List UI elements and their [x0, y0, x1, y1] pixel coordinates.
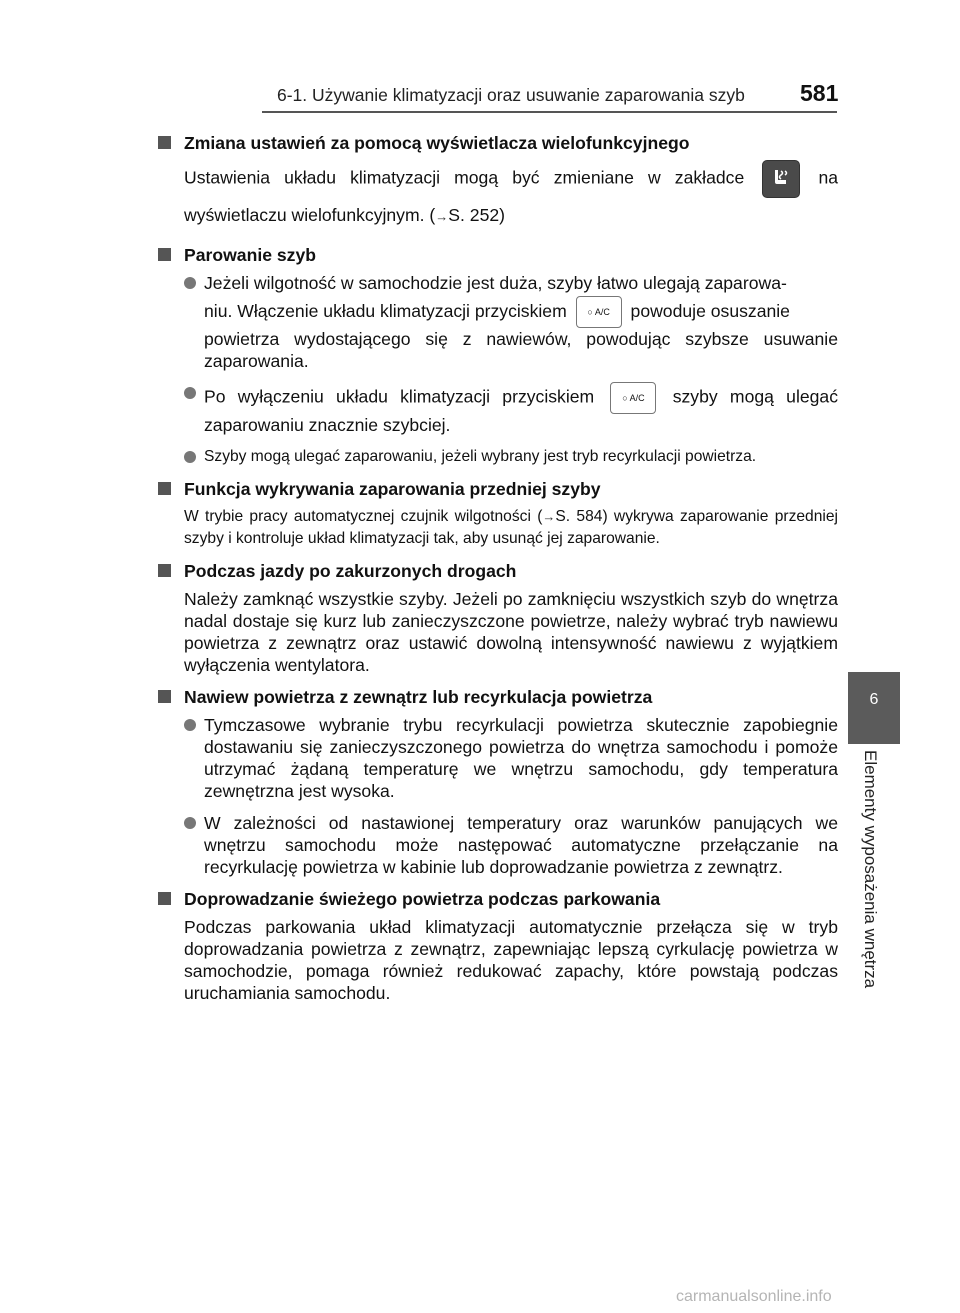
bullet-item: Po wyłączeniu układu klimatyzacji przyciskiem ○ A/C szyby mogą ulegać zaparowaniu znacznie szybciej.: [158, 382, 838, 436]
page-header: [0, 0, 960, 112]
bullet-item: Jeżeli wilgotność w samochodzie jest duża, szyby łatwo ulegają zaparowa- niu. Włączenie układu klimatyzacji przyciskiem ○ A/C powoduje osuszanie powietrza wydostającego się z nawiewów, powodując szybsze usuwanie zaparowania.: [158, 272, 838, 372]
section-heading: Zmiana ustawień za pomocą wyświetlacza wielofunkcyjnego: [158, 132, 838, 154]
square-bullet-icon: [158, 892, 171, 905]
chapter-number: 6: [869, 691, 879, 708]
paragraph: Podczas parkowania układ klimatyzacji automatycznie przełącza się w tryb doprowadzania powietrza z zewnątrz, zapewniając lepszą cyrkulację powietrza w samochodzie, pomaga również redukować zapachy, które powstają podczas uruchamiania samochodu.: [184, 917, 838, 1004]
square-bullet-icon: [158, 564, 171, 577]
bullet-item: Szyby mogą ulegać zaparowaniu, jeżeli wybrany jest tryb recyrkulacji powietrza.: [158, 446, 838, 468]
paragraph: W trybie pracy automatycznej czujnik wilgotności (→S. 584) wykrywa zaparowanie przedniej szyby i kontroluje układ klimatyzacji tak, aby usunąć jej zaparowanie.: [184, 508, 838, 548]
footer-watermark: carmanualsonline.info: [676, 1288, 832, 1305]
round-bullet-icon: [184, 387, 196, 399]
paragraph: Należy zamknąć wszystkie szyby. Jeżeli po zamknięciu wszystkich szyb do wnętrza nadal dostaje się kurz lub zanieczyszczone powietrze, należy wybrać tryb nawiewu powietrza z zewnątrz oraz ustawić dowolną intensywność nawiewu z wyjątkiem wyłączenia wentylatora.: [184, 589, 838, 676]
ac-button-icon: ○ A/C: [610, 382, 656, 414]
chapter-label: [861, 748, 894, 1068]
round-bullet-icon: [184, 277, 196, 289]
paragraph: Ustawienia układu klimatyzacji mogą być zmieniane w zakładce na wyświetlaczu wielofunkcyjnym. (→S. 252): [158, 160, 838, 234]
section-heading: Nawiew powietrza z zewnątrz lub recyrkulacja powietrza: [158, 686, 838, 708]
arrow-icon: →: [435, 209, 449, 224]
page-number: 581: [800, 80, 839, 106]
arrow-icon: →: [542, 509, 556, 525]
climate-settings-icon: [762, 160, 800, 198]
round-bullet-icon: [184, 817, 196, 829]
header-divider: [262, 111, 837, 113]
section-heading: Podczas jazdy po zakurzonych drogach: [158, 560, 838, 582]
chapter-tab: [848, 672, 900, 744]
bullet-item: Tymczasowe wybranie trybu recyrkulacji powietrza skutecznie zapobiegnie dostawaniu się zanieczyszczonego powietrza do wnętrza samochodu i pomoże utrzymać żądaną temperaturę we wnętrzu samochodu, gdy temperatura zewnętrzna jest wysoka.: [158, 714, 838, 802]
bullet-item: W zależności od nastawionej temperatury oraz warunków panujących we wnętrzu samochodu może następować automatyczne przełączanie na recyrkulację powietrza w kabinie lub doprowadzanie powietrza z zewnątrz.: [158, 812, 838, 878]
page-content: [158, 126, 838, 1014]
chapter-label-text: Elementy wyposażenia wnętrza: [861, 750, 880, 989]
round-bullet-icon: [184, 451, 196, 463]
ac-button-icon: ○ A/C: [576, 296, 622, 328]
section-heading: Doprowadzanie świeżego powietrza podczas parkowania: [158, 888, 838, 910]
header-title: 6-1. Używanie klimatyzacji oraz usuwanie zaparowania szyb: [277, 85, 745, 105]
round-bullet-icon: [184, 719, 196, 731]
square-bullet-icon: [158, 482, 171, 495]
square-bullet-icon: [158, 690, 171, 703]
section-heading: Funkcja wykrywania zaparowania przedniej szyby: [158, 478, 838, 500]
section-heading: Parowanie szyb: [158, 244, 838, 266]
square-bullet-icon: [158, 248, 171, 261]
square-bullet-icon: [158, 136, 171, 149]
